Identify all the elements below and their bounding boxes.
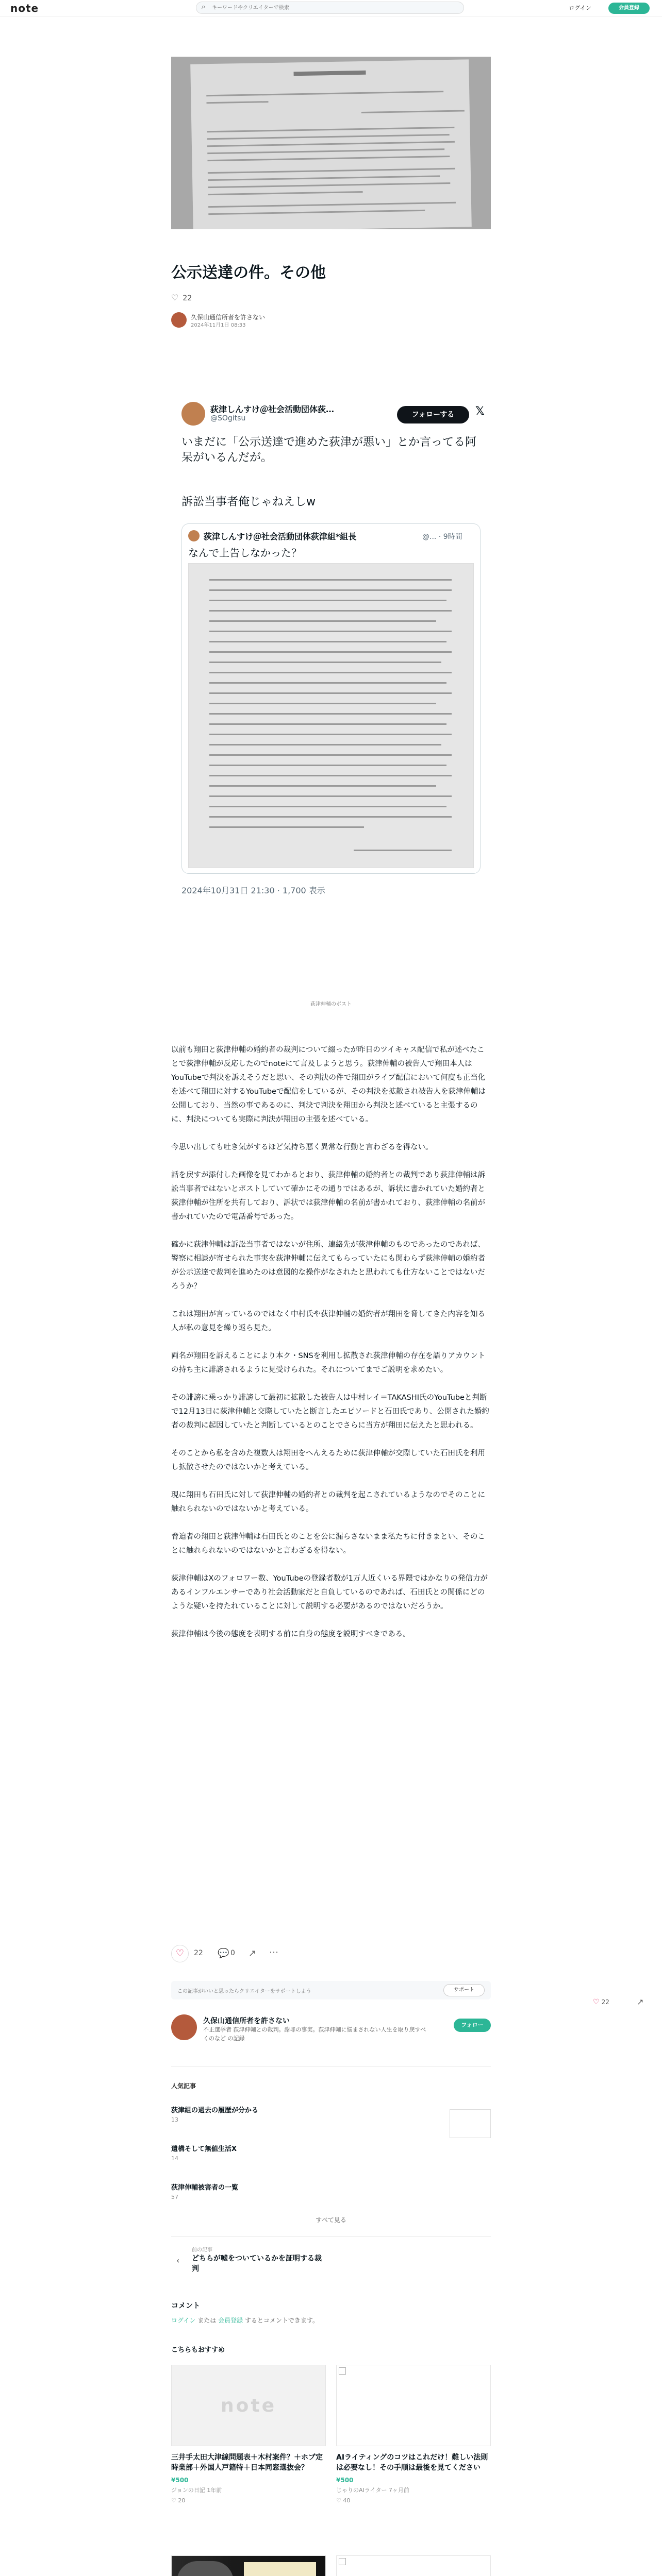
body-paragraph: 確かに荻津伸輔は訴訟当事者ではないが住所、連絡先が荻津伸輔のものであったのであれば、警察に相談が寄せられた事実を荻津伸輔に伝えてもらっていたにも関わらず荻津伸輔の婚約者が公示送達で裁判を進めたのは意図的な操作がなされたと思われても仕方ないことではないだろうか？	[171, 1241, 485, 1291]
article-like-row[interactable]	[171, 293, 192, 302]
floating-like-button[interactable]: ♡ 22	[593, 1998, 609, 2006]
quote-handle: @... · 9時間	[422, 533, 462, 541]
share-icon[interactable]: ↗	[249, 1948, 257, 1959]
card-thumbnail[interactable]	[171, 2555, 326, 2576]
note-logo[interactable]: note	[10, 2, 39, 14]
chevron-left-icon: ‹	[176, 2256, 180, 2265]
reaction-bar	[171, 1945, 491, 1965]
body-paragraph: これは翔田が言っているのではなく中村氏や荻津伸輔の婚約者が翔田を脅してきた内容を知る人が私の意見を繰り返ら見た。	[171, 1310, 485, 1332]
body-paragraph: 荻津伸輔は今後の態度を表明する前に自身の態度を説明すべきである。	[171, 1630, 410, 1638]
login-button[interactable]: ログイン	[569, 5, 591, 11]
global-header	[0, 0, 662, 16]
tweet-follow-button[interactable]: フォローする	[397, 406, 469, 423]
article-body	[171, 1043, 491, 1655]
body-paragraph: その誹謗に乗っかり誹謗して最初に拡散した被告人は中村レイ＝TAKASHI氏のYouTubeと判断で12月13日に荻津伸輔と交際していたと断言したエピソードと石田氏であり、公開された婚約者の裁判に起因していたと判断しているとのことでさらに当方が翔田に伝えたと思われる。	[171, 1394, 489, 1430]
tweet-avatar[interactable]	[181, 402, 205, 426]
quote-avatar	[188, 530, 200, 541]
x-logo-icon[interactable]: 𝕏	[475, 405, 485, 418]
body-paragraph: 現に翔田も石田氏に対して荻津伸輔の婚約者との裁判を起こされているようなのでそのことに触れられないのではないかと考えている。	[171, 1491, 485, 1513]
card-title[interactable]: AIライティングのコツはこれだけ！難しい法則は必要なし！その手順は最後を見てください	[336, 2453, 488, 2472]
comment-or: または	[197, 2317, 217, 2324]
signup-button[interactable]: 会員登録	[608, 3, 650, 14]
author-avatar[interactable]	[171, 312, 187, 328]
popular-item-likes: 14	[171, 2155, 178, 2162]
body-paragraph: 脅迫者の翔田と荻津伸輔は石田氏とのことを公に漏らさないまま私たちに付きまとい、そのことに触れられないのではないかと言わざるを得ない。	[171, 1533, 485, 1555]
card-thumbnail[interactable]	[336, 2555, 491, 2576]
card-likes: ♡ 40	[336, 2497, 351, 2504]
floating-like-count: 22	[601, 1998, 609, 2006]
card-price: ¥500	[171, 2476, 189, 2484]
card-title[interactable]: 三井手太田大津線問題表＋木村案件？＋ホブ定時業部＋外国人戸籍特＋日本同窓選抜会？	[171, 2453, 323, 2472]
note-logo: note	[221, 2395, 276, 2416]
support-box	[171, 1981, 491, 1999]
tweet-timestamp[interactable]: 2024年10月31日 21:30 · 1,700 表示	[181, 886, 325, 895]
popular-item[interactable]	[171, 2143, 460, 2162]
previous-article-link[interactable]	[171, 2245, 491, 2292]
recommend-label: こちらもおすすめ	[171, 2346, 225, 2354]
comment-login-link[interactable]: ログイン	[171, 2317, 196, 2324]
hero-image	[171, 57, 491, 229]
quote-text: なんで上告しなかった？	[188, 547, 302, 559]
popular-item-title[interactable]: 遺構そして無値生活X	[171, 2145, 237, 2153]
tweet-text: いまだに「公示送達で進めた荻津が悪い」とか言ってる阿呆がいるんだが。	[181, 436, 477, 464]
popular-item-thumbnail[interactable]	[450, 2109, 491, 2138]
card-thumbnail[interactable]	[171, 2365, 326, 2446]
like-button[interactable]: ♡	[171, 1945, 189, 1962]
previous-label: 前の記事	[192, 2247, 212, 2253]
quoted-tweet[interactable]	[181, 523, 481, 874]
creator-description: 不正選挙者 荻津伸輔との裁判。謝罪の事実。荻津伸輔に悩まされない人生を取り戻すべくのなど の記録	[203, 2026, 426, 2042]
search-box[interactable]	[196, 2, 464, 14]
body-paragraph: そのことから私を含めた複数人は翔田をへんえるために荻津伸輔が交際していた石田氏を利用し拡散させたのではないかと考えている。	[171, 1449, 485, 1471]
document-photo	[190, 59, 472, 229]
comment-heading: コメント	[171, 2302, 200, 2310]
card-meta: じゃりのAIライター 7ヶ月前	[336, 2486, 409, 2494]
popular-item[interactable]	[171, 2105, 460, 2123]
popular-item-title[interactable]: 荻津組の過去の履歴が分かる	[171, 2107, 259, 2114]
tweet-author-name[interactable]: 荻津しんすけ＠社会活動団体荻…	[210, 404, 335, 414]
more-icon[interactable]: ⋯	[269, 1947, 278, 1958]
popular-item-likes: 57	[171, 2194, 178, 2200]
body-paragraph: 荻津伸輔はXのフォロワー数、YouTubeの登録者数が1万人近くいる界隈ではかなりの発信力があるインフルエンサーであり社会活動家だと自負しているのであれば、石田氏との関係にどのような疑いを持たれていることに対して説明する必要があるのではないだろうか。	[171, 1574, 488, 1611]
creator-follow-button[interactable]: フォロー	[454, 2019, 491, 2032]
recommend-card[interactable]	[171, 2555, 326, 2576]
see-all-link[interactable]: すべて見る	[316, 2216, 346, 2224]
tweet-caption: 荻津伸輔のポスト	[310, 1002, 352, 1007]
published-date: 2024年11月1日 08:33	[191, 323, 246, 328]
quote-document-image	[188, 563, 474, 868]
body-paragraph: 今思い出しても吐き気がするほど気持ち悪く異常な行動と言わざるを得ない。	[171, 1143, 433, 1151]
heart-icon[interactable]: ♡	[171, 293, 179, 302]
card-likes: ♡ 20	[171, 2497, 186, 2504]
article-title: 公示送達の件。その他	[171, 264, 326, 282]
search-input[interactable]	[212, 4, 454, 12]
recommend-card[interactable]	[336, 2555, 491, 2576]
popular-label: 人気記事	[171, 2082, 196, 2090]
author-name[interactable]: 久保山通信所者を許さない	[191, 314, 266, 321]
body-paragraph: 話を戻すが添付した画像を見てわかるとおり、荻津伸輔の婚約者との裁判であり荻津伸輔は訴訟当事者ではないとポストしていて確かにその通りではあるが、訴状に書かれていた婚約者と荻津伸輔が住所を共有しており、訴状では荻津伸輔の名前が書かれており、荻津伸輔の名前が書かれていたので電話番号であった。	[171, 1171, 485, 1221]
card-price: ¥500	[336, 2476, 354, 2484]
comment-note	[171, 2316, 319, 2325]
comment-register-link[interactable]: 会員登録	[218, 2317, 243, 2324]
floating-share-icon[interactable]: ↗	[637, 1997, 644, 2007]
body-paragraph: 両名が翔田を訴えることにより本ク・SNSを利用し拡散され荻津伸輔の存在を語りアカウントの持ち主に誹謗されるように見受けられた。それについてまでご説明を求めたい。	[171, 1352, 486, 1374]
card-meta: ジョンの日記 1年前	[171, 2486, 222, 2494]
quote-author-name: 荻津しんすけ＠社会活動団体荻津組*組長	[204, 532, 357, 541]
support-button[interactable]: サポート	[443, 1984, 485, 1996]
popular-item[interactable]	[171, 2182, 460, 2200]
tweet-handle[interactable]: @SOgitsu	[210, 414, 246, 422]
popular-item-title[interactable]: 荻津伸輔被害者の一覧	[171, 2184, 239, 2192]
broken-image-icon	[339, 2558, 346, 2565]
creator-avatar[interactable]	[171, 2014, 197, 2040]
card-thumbnail[interactable]	[336, 2365, 491, 2446]
like-count: 22	[194, 1949, 203, 1957]
comment-count: 0	[230, 1949, 235, 1957]
previous-title[interactable]: どちらが嘘をついているかを証明する裁判	[192, 2255, 322, 2274]
popular-item-likes: 13	[171, 2116, 178, 2123]
support-text: この記事がいいと思ったらクリエイターをサポートしよう	[177, 1989, 311, 1994]
recommend-card[interactable]	[336, 2365, 491, 2504]
like-count: 22	[183, 294, 192, 302]
embedded-tweet[interactable]	[171, 392, 491, 984]
broken-image-icon	[339, 2367, 346, 2375]
search-icon: ⌕	[202, 3, 206, 11]
recommend-card[interactable]	[171, 2365, 326, 2504]
tweet-text-line2: 訴訟当事者俺じゃねえしw	[181, 496, 316, 509]
comment-icon[interactable]: 💬	[218, 1948, 229, 1959]
comment-tail: するとコメントできます。	[244, 2317, 319, 2324]
body-paragraph: 以前も翔田と荻津伸輔の婚約者の裁判について綴ったが昨日のツイキャス配信で私が述べたことで荻津伸輔が反応したのでnoteにて言及しようと思う。荻津伸輔の被告人で翔田本人はYouTubeで判決を訴えそうだと思い、その判決の件で翔田がライブ配信において何度も正当化を述べて翔田に対するYouTubeで配信をしているが、その判決を拡散され被告人を荻津伸輔は公開しており、当然の事であるのに、判決で判決を翔田から判決と述べていると主張するのに、判決についても実際に判決が翔田の主張を述べている。	[171, 1046, 486, 1124]
creator-name[interactable]: 久保山通信所者を許さない	[203, 2017, 290, 2025]
creator-profile	[171, 2009, 491, 2050]
author-row[interactable]	[171, 312, 377, 328]
